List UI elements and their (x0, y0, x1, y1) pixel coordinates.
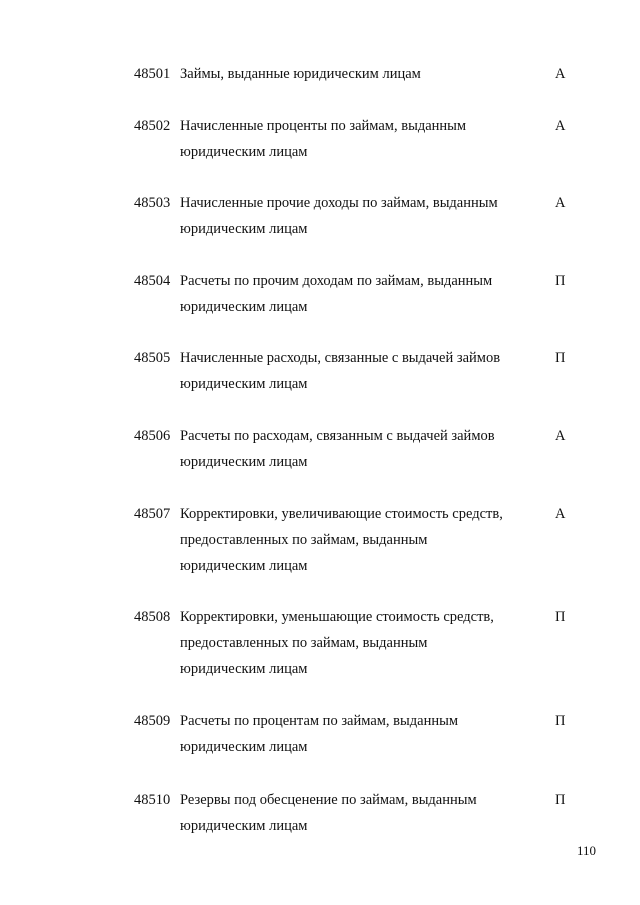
account-description (180, 190, 540, 242)
account-description-line: юридическим лицам (180, 221, 308, 237)
account-description-line: Начисленные прочие доходы по займам, выданным (180, 195, 498, 211)
account-type: А (555, 66, 566, 82)
account-description (180, 501, 540, 579)
account-description-line: предоставленных по займам, выданным (180, 532, 428, 548)
account-description (180, 423, 540, 475)
account-code: 48503 (134, 195, 171, 211)
account-description (180, 345, 540, 397)
account-description-line: юридическим лицам (180, 299, 308, 315)
account-description-line: Корректировки, увеличивающие стоимость средств, (180, 506, 503, 522)
account-description-line: юридическим лицам (180, 376, 308, 392)
account-description-line: юридическим лицам (180, 558, 308, 574)
page-number: 110 (577, 843, 597, 858)
account-description-line: Расчеты по прочим доходам по займам, выданным (180, 273, 493, 289)
account-type: П (555, 609, 566, 625)
account-type: П (555, 713, 566, 729)
account-description-line: юридическим лицам (180, 454, 308, 470)
account-code: 48504 (134, 273, 171, 289)
account-description (180, 113, 540, 165)
account-description-line: Расчеты по процентам по займам, выданным (180, 713, 459, 729)
account-description-line: предоставленных по займам, выданным (180, 635, 428, 651)
account-type: П (555, 273, 566, 289)
account-description-line: Начисленные расходы, связанные с выдачей займов (180, 350, 501, 366)
account-description-line: юридическим лицам (180, 144, 308, 160)
account-type: А (555, 195, 566, 211)
account-description (180, 61, 540, 87)
account-code: 48509 (134, 713, 171, 729)
account-type: П (555, 350, 566, 366)
account-code: 48505 (134, 350, 171, 366)
account-description-line: Расчеты по расходам, связанным с выдачей займов (180, 428, 495, 444)
account-description (180, 604, 540, 682)
account-type: П (555, 792, 566, 808)
account-description (180, 787, 540, 839)
account-description-line: юридическим лицам (180, 739, 308, 755)
account-type: А (555, 118, 566, 134)
account-description-line: Корректировки, уменьшающие стоимость средств, (180, 609, 494, 625)
account-description-line: Резервы под обесценение по займам, выданным (180, 792, 477, 808)
account-code: 48502 (134, 118, 171, 134)
account-code: 48507 (134, 506, 171, 522)
account-description-line: юридическим лицам (180, 818, 308, 834)
account-type: А (555, 506, 566, 522)
account-code: 48501 (134, 66, 171, 82)
account-code: 48510 (134, 792, 171, 808)
account-code: 48508 (134, 609, 171, 625)
account-type: А (555, 428, 566, 444)
account-code: 48506 (134, 428, 171, 444)
account-description (180, 708, 540, 760)
account-description-line: Начисленные проценты по займам, выданным (180, 118, 467, 134)
account-description (180, 268, 540, 320)
account-description-line: Займы, выданные юридическим лицам (180, 66, 421, 82)
account-description-line: юридическим лицам (180, 661, 308, 677)
